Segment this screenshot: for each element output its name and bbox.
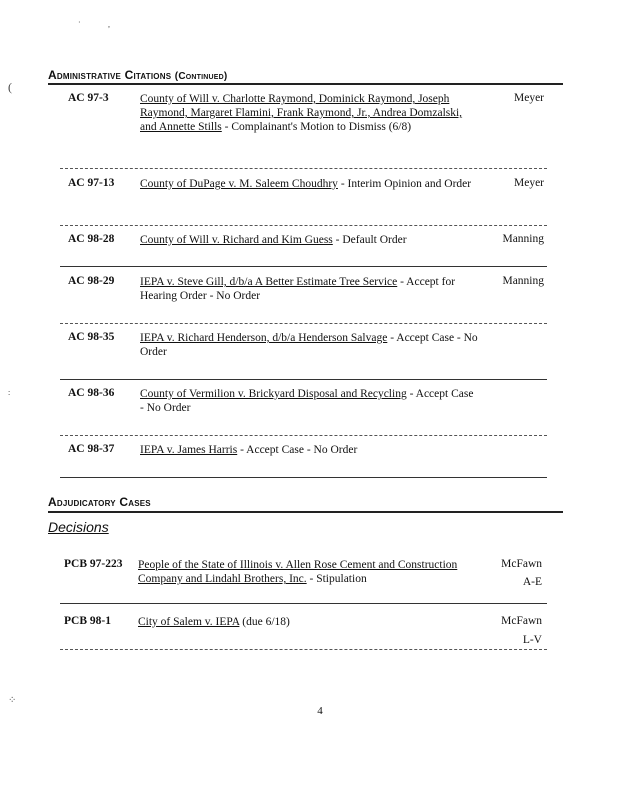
case-action: - Stipulation [306, 573, 367, 585]
case-id: AC 98-37 [68, 443, 115, 455]
case-judge: McFawn [501, 558, 542, 570]
case-title-link[interactable]: County of Will v. Charlotte Raymond, Dominick Raymond, Joseph Raymond, Margaret Flamini, Frank Raymond, Jr., Andrea Domzalski, and Annette Stills [140, 93, 463, 133]
row-divider [60, 435, 547, 436]
case-id: PCB 98-1 [64, 615, 111, 627]
case-action: - Accept Case - No Order [237, 444, 358, 456]
case-action: - Default Order [332, 234, 407, 246]
case-judge: Meyer [513, 92, 544, 104]
case-judge: Manning [502, 233, 544, 245]
case-vote: A-E [522, 576, 542, 588]
case-judge: Meyer [513, 177, 544, 189]
row-divider [60, 603, 547, 604]
case-description [140, 331, 480, 359]
case-description [138, 615, 468, 629]
case-title-link[interactable]: IEPA v. Richard Henderson, d/b/a Henderson Salvage [140, 332, 388, 344]
section-rule [48, 83, 563, 85]
case-title-link[interactable]: County of DuPage v. M. Saleem Choudhry [140, 178, 338, 190]
scan-speck: ( [8, 80, 12, 94]
admin-heading-cont: (Continued) [174, 71, 228, 82]
case-action: - Accept Case - No Order [140, 332, 478, 358]
case-description [140, 387, 480, 415]
case-title-link[interactable]: County of Will v. Richard and Kim Guess [140, 234, 333, 246]
row-divider [60, 379, 547, 380]
scan-speck: : [8, 388, 11, 397]
section-rule [48, 511, 563, 513]
case-action: - Accept for Hearing Order - No Order [140, 276, 456, 302]
case-title-link[interactable]: IEPA v. James Harris [140, 444, 238, 456]
row-divider [60, 168, 547, 169]
scan-speck: · [78, 18, 81, 27]
row-divider [60, 649, 547, 650]
case-action: - Complainant's Motion to Dismiss (6/8) [221, 121, 412, 133]
case-judge: Manning [502, 275, 544, 287]
case-id: PCB 97-223 [64, 558, 123, 570]
case-id: AC 98-35 [68, 331, 115, 343]
case-id: AC 98-29 [68, 275, 115, 287]
case-id: AC 97-3 [68, 92, 109, 104]
case-title-link[interactable]: IEPA v. Steve Gill, d/b/a A Better Estimate Tree Service [140, 276, 398, 288]
case-id: AC 98-28 [68, 233, 115, 245]
admin-heading-main: Administrative Citations [48, 68, 172, 82]
case-description [140, 443, 480, 457]
case-title-link[interactable]: People of the State of Illinois v. Allen Rose Cement and Construction Company and Lindahl Brothers, Inc. [138, 559, 458, 585]
case-action: - Accept Case - No Order [140, 388, 474, 414]
case-title-link[interactable]: County of Vermilion v. Brickyard Disposal and Recycling [140, 388, 407, 400]
case-action: - Interim Opinion and Order [337, 178, 472, 190]
section-heading-adjudicatory: Adjudicatory Cases [48, 495, 151, 509]
case-id: AC 98-36 [68, 387, 115, 399]
subheading-decisions: Decisions [48, 519, 109, 535]
case-vote: L-V [522, 634, 542, 646]
case-title-link[interactable]: City of Salem v. IEPA [138, 616, 240, 628]
case-description [140, 177, 480, 191]
case-action: (due 6/18) [239, 616, 290, 628]
case-description [140, 92, 480, 134]
scan-speck: ⁘ [8, 695, 17, 706]
case-description [140, 233, 480, 247]
row-divider [60, 323, 547, 324]
row-divider [60, 225, 547, 226]
scan-speck: , [108, 20, 110, 29]
case-description [140, 275, 480, 303]
row-divider [60, 266, 547, 267]
page-number: 4 [317, 705, 323, 717]
row-divider [60, 477, 547, 478]
case-judge: McFawn [501, 615, 542, 627]
case-id: AC 97-13 [68, 177, 115, 189]
case-description [138, 558, 468, 586]
section-heading-admin-citations [48, 68, 227, 82]
